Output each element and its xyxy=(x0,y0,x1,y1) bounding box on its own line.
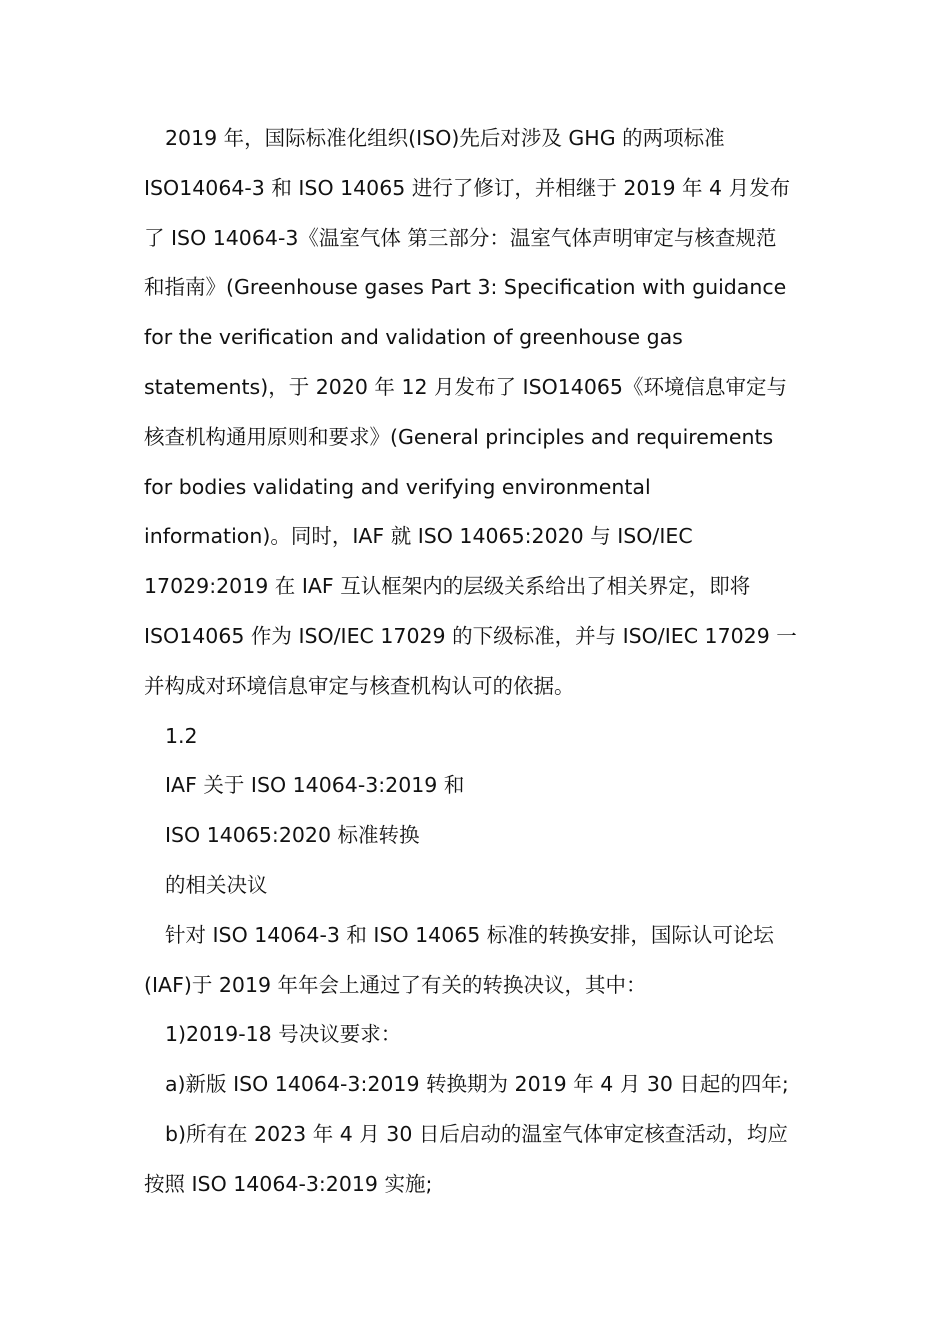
paragraph-intro-line: statements)，于 2020 年 12 月发布了 ISO14065《环境信息审定与 xyxy=(144,374,787,399)
paragraph-intro-line: for bodies validating and verifying environmental xyxy=(144,474,651,499)
section-heading-line: 的相关决议 xyxy=(165,872,268,897)
section-heading-line: IAF 关于 ISO 14064-3:2019 和 xyxy=(165,773,465,798)
paragraph-transition-line: 针对 ISO 14064-3 和 ISO 14065 标准的转换安排，国际认可论坛 xyxy=(165,922,774,947)
paragraph-intro-line: information)。同时，IAF 就 ISO 14065:2020 与 ISO/IEC xyxy=(144,524,693,549)
paragraph-intro-line: 2019 年，国际标准化组织(ISO)先后对涉及 GHG 的两项标准 xyxy=(165,126,725,150)
paragraph-transition-line: (IAF)于 2019 年年会上通过了有关的转换决议，其中： xyxy=(144,972,647,997)
paragraph-intro-line: ISO14064-3 和 ISO 14065 进行了修订，并相继于 2019 年 4 月发布 xyxy=(144,175,791,200)
paragraph-intro-line: 了 ISO 14064-3《温室气体 第三部分：温室气体声明审定与核查规范 xyxy=(144,225,777,250)
document-body xyxy=(144,114,808,1210)
resolution-subitem-a: a)新版 ISO 14064-3:2019 转换期为 2019 年 4 月 30 日起的四年; xyxy=(165,1072,789,1097)
paragraph-intro-line: for the verification and validation of greenhouse gas xyxy=(144,325,683,350)
paragraph-intro-line: 17029:2019 在 IAF 互认框架内的层级关系给出了相关界定，即将 xyxy=(144,574,751,599)
resolution-subitem-b-continued: 按照 ISO 14064-3:2019 实施; xyxy=(144,1171,433,1196)
paragraph-intro-line: 和指南》(Greenhouse gases Part 3: Specification with guidance xyxy=(144,275,787,300)
resolution-item: 1)2019-18 号决议要求： xyxy=(165,1022,402,1047)
paragraph-intro-line: 并构成对环境信息审定与核查机构认可的依据。 xyxy=(144,673,575,698)
resolution-subitem-b: b)所有在 2023 年 4 月 30 日后启动的温室气体审定核查活动，均应 xyxy=(165,1121,788,1146)
section-heading-line: ISO 14065:2020 标准转换 xyxy=(165,823,420,848)
section-number: 1.2 xyxy=(165,723,198,748)
paragraph-intro-line: ISO14065 作为 ISO/IEC 17029 的下级标准，并与 ISO/IEC 17029 一 xyxy=(144,623,797,648)
paragraph-intro-line: 核查机构通用原则和要求》(General principles and requirements xyxy=(144,424,774,449)
